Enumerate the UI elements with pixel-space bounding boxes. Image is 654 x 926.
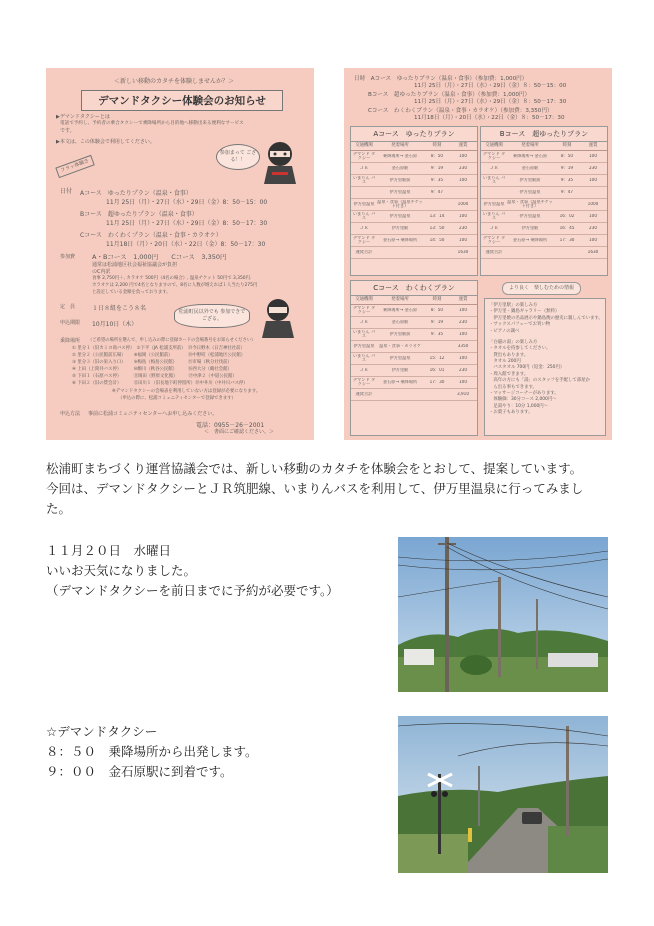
table-cell: 230 (459, 166, 467, 171)
stop-row-5: ⑤ 下田１（石原バス停） ⑪岡田（野原文化館） ⑰中津２（中道公民館） (72, 374, 237, 379)
mascot-bubble-2: 松浦町民以外でも 参加できでござる。 (174, 304, 250, 328)
info-line: 足湯やり：10分 1,000円～ (489, 403, 549, 409)
table-header-cell: 発着場所 (391, 143, 409, 148)
deadline-label: 申込期限 (60, 320, 81, 326)
table-cell: 16：02 (559, 214, 575, 219)
right-course-c-dates: 11月18日（月）・20日（水）・22日（金）８：50－17：30 (414, 115, 565, 121)
table-cell: ＪＲ (359, 166, 369, 171)
table-cell: いまりん バス (482, 175, 506, 185)
plan-b-table (480, 126, 608, 276)
table-row (351, 175, 477, 187)
table-header-cell: 交通機関 (355, 143, 373, 148)
table-header-row (351, 296, 477, 305)
ninja-mascot-2-icon (258, 296, 298, 340)
table-cell: デマンド タクシー (352, 305, 376, 315)
fee-note-2: のC内訳 (92, 269, 111, 275)
table-header-row (351, 142, 477, 151)
table-cell: 13：14 (429, 214, 445, 219)
flyer-intro-3: です。 (60, 128, 75, 134)
table-cell: 3350 (457, 344, 469, 349)
table-header-cell: 交通機関 (355, 297, 373, 302)
event-date: １１月２０日 水曜日 (46, 543, 172, 558)
table-row (351, 305, 477, 317)
table-cell: 8：50 (560, 154, 574, 159)
table-row (351, 247, 477, 259)
course-b-dates: 11月 25日（月）・27日（水）・29日（金）8：50－17：30 (106, 220, 268, 227)
table-row (351, 365, 477, 377)
table-cell: 伊万里温泉 (353, 202, 375, 207)
table-cell: 8：50 (430, 308, 444, 313)
table-cell: 伊万里温泉 (389, 214, 411, 219)
info-line: 「伊万里駅」の楽しみ方 (489, 303, 538, 308)
table-cell: いまりん バス (482, 211, 506, 221)
info-line: 高年の方にも「湯」のスタッフを手配して部屋か (489, 378, 590, 384)
table-cell: 伊万里駅前 (389, 178, 411, 183)
table-row (351, 377, 477, 389)
table-cell: 金石原→ 乗降場所 (382, 380, 418, 385)
table-cell: 8：50 (430, 154, 444, 159)
table-cell: 9：19 (430, 320, 444, 325)
table-cell: 伊万里温泉 (389, 190, 411, 195)
table-cell: 230 (459, 368, 467, 373)
fee-note-3: 食事 2,750円＋, カラオケ 500円（4名の場合）, 温泉チケット 50円で 3,350円. (92, 276, 252, 281)
table-cell: 14：50 (429, 238, 445, 243)
table-cell: 16：45 (559, 226, 575, 231)
table-cell: デマンド タクシー (352, 377, 376, 387)
stop-row-6: ⑥ 下田２（旧の賛会計） ⑫田川１（旧長地下町停留所）⑱中井川（中井川バス停） (72, 381, 248, 386)
table-cell: いまりん バス (352, 353, 376, 363)
info-line: ・周入館できます。 (489, 371, 529, 377)
table-cell: 9：19 (560, 166, 574, 171)
table-cell: 17：30 (429, 380, 445, 385)
table-cell: 伊万里駅 (391, 368, 409, 373)
table-cell: 230 (589, 166, 597, 171)
table-cell: 230 (459, 226, 467, 231)
plan-c-table (350, 280, 478, 436)
fee-text: A・Bコース 1,000円 Cコース 3,350円 (92, 253, 227, 261)
course-a-name: Aコース ゆったりプラン（温泉・食事） (80, 190, 192, 197)
course-c-name: Cコース わくわくプラン（温泉・食事・カラオケ） (80, 232, 222, 239)
capacity-text: １日８組をこう８名 (92, 305, 147, 312)
table-cell: 伊万里駅 (391, 226, 409, 231)
table-row (481, 199, 607, 211)
table-cell: 金石原駅 (521, 166, 539, 171)
apply-text: 事前に松浦コミュニティセンターへお申し込みください。 (88, 411, 218, 417)
table-cell: 15：12 (429, 356, 445, 361)
event-flyer-left (46, 68, 314, 440)
time-entry-2: ９：００ 金石原駅に到着です。 (46, 764, 233, 779)
table-cell: 伊万里温泉 (483, 202, 505, 207)
table-row (351, 329, 477, 341)
table-cell: 9：47 (430, 190, 444, 195)
table-cell: 16：01 (429, 368, 445, 373)
table-cell: 金石原駅 (391, 320, 409, 325)
table-row (481, 235, 607, 247)
flyer-intro-4: ▶本文は、この体験会で利用してください。 (56, 139, 155, 145)
table-cell: 9：35 (430, 178, 444, 183)
table-cell: ＪＲ (489, 226, 499, 231)
table-header-cell: 発着場所 (391, 297, 409, 302)
table-cell: 1000 (457, 202, 469, 207)
table-row (351, 235, 477, 247)
photo-utility-poles (398, 537, 608, 692)
info-box (484, 298, 606, 436)
plan-c-rows (351, 296, 477, 401)
table-cell: いまりん バス (352, 211, 376, 221)
table-row (481, 211, 607, 223)
table-cell: いまりん バス (352, 329, 376, 339)
table-row (351, 211, 477, 223)
table-cell: 100 (459, 356, 467, 361)
info-lines (485, 299, 605, 420)
fee-note-1: 通常は松浦地区社会福祉協議会が負担 (92, 262, 178, 268)
photo-railway-crossing (398, 716, 608, 873)
ninja-mascot-icon (258, 138, 302, 186)
table-header-row (481, 142, 607, 151)
table-row (351, 317, 477, 329)
table-row (351, 223, 477, 235)
plan-a-table (350, 126, 478, 276)
table-row (481, 247, 607, 259)
info-line: ・マッサージコーナーがあります。 (489, 390, 559, 396)
course-c-dates: 11月18日（月）・20日（水）・22日（金）8：50－17：30 (106, 241, 266, 248)
plan-c-title: Cコース わくわくプラン (351, 281, 477, 296)
table-cell: 9：35 (560, 178, 574, 183)
fee-note-4: カラオケは 2,200 円で4名となりますので、8名に人数が増えれば１人当たり275円 (92, 283, 258, 288)
table-row (351, 341, 477, 353)
table-cell: 13：50 (429, 226, 445, 231)
stop-row-1: ① 里分１（旧カミヨ商バス停） ②下平（JA 松浦支所前） ⑬今日野木（日吉神社社前） (72, 346, 245, 351)
info-line: ら出る事もできます。 (489, 384, 537, 390)
intro-line-1: 松浦町まちづくり運営協議会では、新しい移動のカタチを体験会をとおして、提案しています。 (46, 461, 583, 476)
plan-b-title: Bコース 超ゆったりプラン (481, 127, 607, 142)
flyer-title: デマンドタクシー体験会のお知らせ (81, 90, 283, 111)
table-cell: 100 (589, 154, 597, 159)
table-cell: 100 (589, 238, 597, 243)
event-flyer-right (344, 68, 612, 440)
right-course-a-dates: 11月 25日（月）・27日（水）・29日（金）８：50－15：00 (414, 83, 567, 89)
table-header-cell: 発着場所 (521, 143, 539, 148)
fee-note-5: と設定している金額を負っております。 (92, 290, 171, 295)
right-course-c-name: Cコース わくわくプラン（温泉・食事・カラオケ）（参加費：3,350円） (368, 108, 553, 114)
table-header-cell: 時刻 (432, 143, 442, 148)
capacity-label: 定 員 (60, 304, 76, 310)
table-cell: ＪＲ (359, 320, 369, 325)
info-line: 貸出もあります。 (489, 352, 529, 358)
table-row (481, 163, 607, 175)
table-cell: 100 (459, 154, 467, 159)
table-header-cell: 運賃 (458, 143, 468, 148)
intro-line-2: 今回は、デマンドタクシーとＪＲ筑肥線、いまりんバスを利用して、伊万里温泉に行ってみまし (46, 481, 584, 496)
flyer-side-label: フラッ体験さ (55, 155, 94, 178)
right-course-a-name: 日時 Aコース ゆったりプラン（温泉・食事）（参加費：1,000円） (354, 76, 528, 82)
table-cell: 金石原→ 乗降場所 (512, 238, 548, 243)
table-cell: ＪＲ (359, 368, 369, 373)
table-row (351, 163, 477, 175)
stops-footer-2: （申込の際に、松浦コミュニティセンターで登録できます） (118, 396, 236, 401)
table-cell: 100 (589, 214, 597, 219)
phone-number: 電話：0955－26－2001 (196, 422, 265, 429)
table-cell: 伊万里駅前 (389, 332, 411, 337)
right-course-b-dates: 11月 25日（月）・27日（水）・29日（金）８：50－17：30 (414, 99, 567, 105)
table-row (351, 187, 477, 199)
info-line: ・タオルを持参してください。 (489, 346, 551, 352)
info-line: ・伊万里・鍋島ギャラリー（無料） (489, 309, 560, 315)
table-cell: 温泉・食事・カラオケ (379, 344, 421, 349)
table-cell: ＪＲ (489, 166, 499, 171)
plan-b-rows (481, 142, 607, 259)
flyer-subtitle: ＜新しい移動のカタチを体験しませんか？＞ (114, 78, 235, 85)
table-row (481, 151, 607, 163)
table-cell: 運賃合計 (355, 392, 373, 397)
flyer-intro-1: ▶デマンドタクシーとは (56, 114, 110, 120)
table-cell: 伊万里駅前 (519, 178, 541, 183)
info-line: ・お菓子もあります。 (489, 410, 533, 415)
schedule-label: 日付 (60, 188, 73, 195)
table-header-cell: 時刻 (562, 143, 572, 148)
table-cell: 温泉・食事（温泉チケット付き） (507, 199, 553, 209)
table-row (351, 389, 477, 401)
plan-a-title: Aコース ゆったりプラン (351, 127, 477, 142)
table-cell: 1630 (457, 250, 469, 255)
table-cell: 3,910 (457, 392, 469, 397)
table-row (351, 199, 477, 211)
table-cell: 伊万里温泉 (519, 214, 541, 219)
table-header-cell: 時刻 (432, 297, 442, 302)
table-cell: 金石原→ 乗降場所 (382, 238, 418, 243)
table-cell: デマンド タクシー (482, 151, 506, 161)
stops-note: （ご希望の場所を選んで、申し込みの際に登録カードの会場番号をお知らせください） (88, 338, 256, 343)
info-title: より良く 楽しむための情報 (502, 282, 581, 295)
mascot-bubble: 参加まって ござる！！ (216, 144, 260, 170)
table-cell: 9：47 (560, 190, 574, 195)
table-cell: 伊万里温泉 (519, 190, 541, 195)
table-header-cell: 交通機関 (485, 143, 503, 148)
stops-footer: ※デマンドタクシーの会場表を利用していない方は登録が必要になります。 (112, 389, 261, 394)
table-cell: 運賃合計 (355, 250, 373, 255)
stops-label: 乗降場所 (60, 338, 81, 344)
table-cell: 9：35 (430, 332, 444, 337)
table-cell: 乗降場所→ 金石原 (512, 154, 548, 159)
info-line: 伊万里焼の名品展示や鍋島焼の歴史に親しんでいます。 (489, 315, 603, 321)
table-cell: 100 (459, 238, 467, 243)
table-row (481, 187, 607, 199)
table-cell: 100 (459, 332, 467, 337)
info-line: ・ピアノの調べ (489, 328, 520, 334)
table-cell: 1000 (587, 202, 599, 207)
course-b-name: Bコース 超ゆったりプラン（温泉・食事） (80, 211, 198, 218)
right-course-b-name: Bコース 超ゆったりプラン（温泉・食事）（参加費：1,000円） (368, 92, 531, 98)
table-cell: デマンド タクシー (352, 151, 376, 161)
table-cell: ＪＲ (359, 226, 369, 231)
table-row (481, 175, 607, 187)
table-cell: いまりん バス (352, 175, 376, 185)
table-cell: 100 (459, 214, 467, 219)
table-cell: 230 (459, 320, 467, 325)
weather-text: いいお天気になりました。 (46, 563, 197, 578)
info-line: ・サックスパフェーでお買い物 (489, 322, 551, 328)
table-cell: 100 (589, 178, 597, 183)
course-a-dates: 11月 25日（月）・27日（水）・29日（金）8：50－15：00 (106, 199, 268, 206)
apply-label: 申込方法 (60, 411, 81, 417)
reservation-note: （デマンドタクシーを前日までに予約が必要です。） (46, 583, 339, 598)
info-line: 「白磁の湯」の楽しみ方 (489, 339, 538, 345)
table-cell: 伊万里駅 (521, 226, 539, 231)
info-line: 体験価：30分コース 2,000円～ (489, 397, 557, 403)
flyer-closing: ＜ 書面にご確認ください。＞ (204, 429, 275, 435)
info-line: タオル 200円 (489, 359, 521, 364)
table-cell: 乗降場所→ 金石原 (382, 308, 418, 313)
table-header-cell: 運賃 (458, 297, 468, 302)
table-cell: 17：30 (559, 238, 575, 243)
table-row (351, 353, 477, 365)
stop-row-3: ③ 里分３（旧の栄入り口） ⑨梅島（梅島公民館） ⑮市場（秋分社伐前） (72, 360, 232, 365)
info-line: バスタオル 700円（返金：250円） (489, 365, 565, 371)
table-cell: 伊万里温泉 (353, 344, 375, 349)
table-row (351, 151, 477, 163)
table-row (481, 223, 607, 235)
table-header-cell: 運賃 (588, 143, 598, 148)
stop-row-2: ② 里分２（公民館前広場） ⑧福岡（公民館前） ⑭中野町（松浦地区公民館） (72, 353, 246, 358)
table-cell: 9：19 (430, 166, 444, 171)
table-cell: デマンド タクシー (482, 235, 506, 245)
table-cell: 1630 (587, 250, 599, 255)
table-cell: 温泉・食事（温泉チケット付き） (377, 199, 423, 209)
fee-label: 参加費 (60, 254, 76, 260)
plan-a-rows (351, 142, 477, 259)
table-cell: 伊万里温泉 (389, 356, 411, 361)
section-title: ☆デマンドタクシー (46, 724, 158, 739)
table-cell: 100 (459, 380, 467, 385)
table-cell: 乗降場所→ 金石原 (382, 154, 418, 159)
table-cell: 100 (459, 178, 467, 183)
stop-row-4: ④ 上田（上筒井バス停） ⑩駒川（秋谷公民館） ⑯西大分（鶴社会館） (72, 367, 232, 372)
table-cell: 運賃合計 (485, 250, 503, 255)
time-entry-1: ８：５０ 乗降場所から出発します。 (46, 744, 258, 759)
intro-line-3: た。 (46, 501, 72, 516)
table-cell: デマンド タクシー (352, 235, 376, 245)
flyer-intro-2: 電話で予約し、予約者の乗合タクシーで乗降場所から目的地へ移動出来る便利なサービス (60, 121, 244, 126)
table-cell: 金石原駅 (391, 166, 409, 171)
table-cell: 100 (459, 308, 467, 313)
table-cell: 230 (589, 226, 597, 231)
deadline-text: 10月10日（木） (92, 321, 138, 328)
